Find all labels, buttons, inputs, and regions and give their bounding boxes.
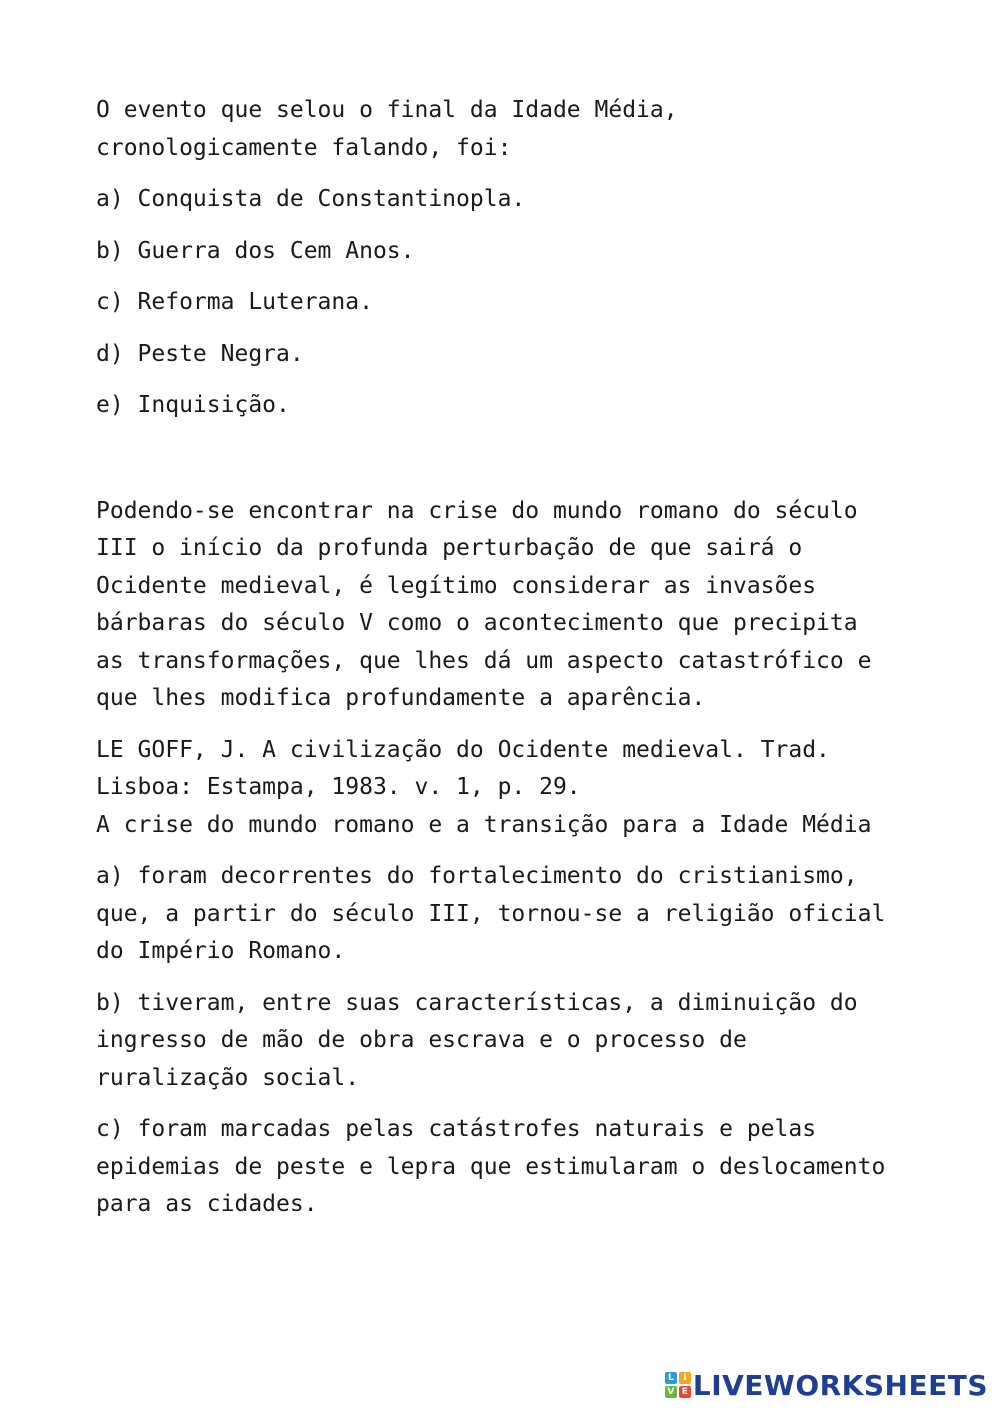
citation-line: Lisboa: Estampa, 1983. v. 1, p. 29. bbox=[96, 774, 581, 800]
question-2-option-c bbox=[96, 1111, 916, 1224]
mark-letter-i: I bbox=[679, 1372, 691, 1384]
question-1-stem bbox=[96, 92, 916, 167]
question-2-quote bbox=[96, 493, 916, 718]
quote-line: que lhes modifica profundamente a aparência. bbox=[96, 685, 706, 711]
liveworksheets-logo bbox=[665, 1368, 988, 1402]
liveworksheets-name: LIVEWORKSHEETS bbox=[692, 1368, 988, 1402]
question-2-option-b bbox=[96, 985, 916, 1098]
option-text: e) Inquisição. bbox=[96, 392, 290, 418]
option-text: que, a partir do século III, tornou-se a religião oficial bbox=[96, 900, 886, 927]
option-text: d) Peste Negra. bbox=[96, 340, 304, 367]
liveworksheets-mark-icon bbox=[665, 1372, 691, 1398]
question-2-option-a bbox=[96, 858, 916, 971]
option-text: do Império Romano. bbox=[96, 938, 346, 964]
question-1-stem-line: O evento que selou o final da Idade Média, bbox=[96, 97, 678, 123]
question-2-citation bbox=[96, 732, 916, 845]
mark-letter-l: L bbox=[665, 1372, 677, 1384]
option-text: ingresso de mão de obra escrava e o processo de bbox=[96, 1027, 747, 1053]
section-spacer bbox=[96, 439, 916, 493]
worksheet-content bbox=[96, 92, 916, 1238]
question-1-stem-line: cronologicamente falando, foi: bbox=[96, 134, 512, 161]
question-1-option-e bbox=[96, 387, 916, 425]
citation-line: LE GOFF, J. A civilização do Ocidente medieval. Trad. bbox=[96, 736, 830, 763]
option-text: c) foram marcadas pelas catástrofes naturais e pelas bbox=[96, 1116, 817, 1142]
option-text: para as cidades. bbox=[96, 1191, 318, 1217]
quote-line: Ocidente medieval, é legítimo considerar as invasões bbox=[96, 572, 817, 599]
quote-line: III o início da profunda perturbação de que sairá o bbox=[96, 535, 803, 561]
quote-line: as transformações, que lhes dá um aspecto catastrófico e bbox=[96, 647, 872, 674]
option-text: ruralização social. bbox=[96, 1064, 360, 1091]
question-1-option-b bbox=[96, 233, 916, 271]
quote-line: bárbaras do século V como o acontecimento que precipita bbox=[96, 610, 858, 636]
option-text: a) Conquista de Constantinopla. bbox=[96, 186, 526, 212]
quote-line: Podendo-se encontrar na crise do mundo romano do século bbox=[96, 497, 858, 524]
mark-letter-e: E bbox=[679, 1386, 691, 1398]
option-text: b) tiveram, entre suas características, a diminuição do bbox=[96, 989, 858, 1016]
question-1-option-d bbox=[96, 336, 916, 374]
option-text: epidemias de peste e lepra que estimularam o deslocamento bbox=[96, 1153, 886, 1180]
mark-letter-v: V bbox=[665, 1386, 677, 1398]
question-1-option-c bbox=[96, 284, 916, 322]
option-text: c) Reforma Luterana. bbox=[96, 289, 373, 315]
option-text: b) Guerra dos Cem Anos. bbox=[96, 237, 415, 264]
option-text: a) foram decorrentes do fortalecimento do cristianismo, bbox=[96, 863, 858, 889]
question-1-option-a bbox=[96, 181, 916, 219]
question-2-stem: A crise do mundo romano e a transição para a Idade Média bbox=[96, 811, 872, 838]
